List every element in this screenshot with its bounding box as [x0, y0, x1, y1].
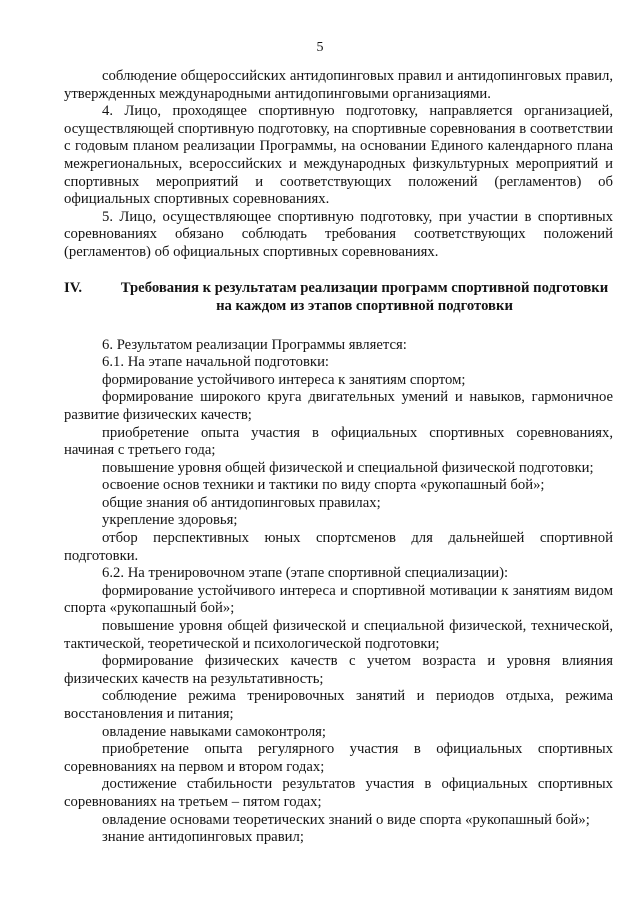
section-heading — [64, 279, 613, 315]
list-item: формирование устойчивого интереса к занятиям спортом; — [102, 371, 466, 388]
list-item: отбор перспективных юных спортсменов для дальнейшей спортивной подготовки. — [64, 530, 613, 564]
paragraph: соблюдение общероссийских антидопинговых правил и антидопинговых правил, утвержденных международными антидопинговыми организациями. — [64, 68, 613, 102]
list-item: общие знания об антидопинговых правилах; — [102, 494, 381, 511]
paragraph: 6.1. На этапе начальной подготовки: — [102, 354, 330, 371]
list-item: укрепление здоровья; — [102, 512, 238, 529]
list-item: приобретение опыта участия в официальных спортивных соревнованиях, начиная с третьего года; — [64, 424, 613, 459]
paragraph: 5. Лицо, осуществляющее спортивную подготовку, при участии в спортивных соревнованиях обязано соблюдать требования соответствующих положений (регламентов) об официальных спортивных соревнованиях. — [64, 208, 613, 260]
list-item: соблюдение режима тренировочных занятий и периодов отдыха, режима восстановления и питания; — [64, 688, 613, 722]
section-title: Требования к результатам реализации программ спортивной подготовки на каждом из этапов спортивной подготовки — [120, 279, 609, 314]
section-number: IV. — [64, 279, 83, 296]
paragraph: 6. Результатом реализации Программы является: — [102, 336, 407, 353]
page-number: 5 — [316, 40, 324, 55]
list-item: приобретение опыта регулярного участия в официальных спортивных соревнованиях на первом и втором годах; — [64, 741, 613, 775]
list-item: формирование широкого круга двигательных умений и навыков, гармоничное развитие физических качеств; — [64, 389, 613, 423]
list-item: повышение уровня общей физической и специальной физической, технической, тактической, теоретической и психологической подготовки; — [64, 618, 613, 652]
document-body — [64, 68, 613, 847]
list-item: овладение основами теоретических знаний о виде спорта «рукопашный бой»; — [102, 811, 590, 828]
paragraph: 6.2. На тренировочном этапе (этапе спортивной специализации): — [102, 565, 509, 582]
paragraph: 4. Лицо, проходящее спортивную подготовку, направляется организацией, осуществляющей спортивную подготовку, на спортивные соревнования в соответствии с годовым планом реализации Программы, на основании Единого календарного плана межрегиональных, всероссийских и международных физкультурных мероприятий и спортивных мероприятий и соответствующих положений (регламентов) об официальных спортивных соревнованиях. — [64, 103, 613, 208]
list-item: освоение основ техники и тактики по виду спорта «рукопашный бой»; — [102, 477, 545, 494]
list-item: формирование устойчивого интереса и спортивной мотивации к занятиям видом спорта «рукопашный бой»; — [64, 582, 613, 617]
list-item: достижение стабильности результатов участия в официальных спортивных соревнованиях на третьем – пятом годах; — [64, 776, 613, 810]
list-item: знание антидопинговых правил; — [102, 829, 304, 846]
list-item: повышение уровня общей физической и специальной физической подготовки; — [102, 459, 594, 476]
list-item: овладение навыками самоконтроля; — [102, 723, 326, 740]
list-item: формирование физических качеств с учетом возраста и уровня влияния физических качеств на результативность; — [64, 653, 613, 687]
